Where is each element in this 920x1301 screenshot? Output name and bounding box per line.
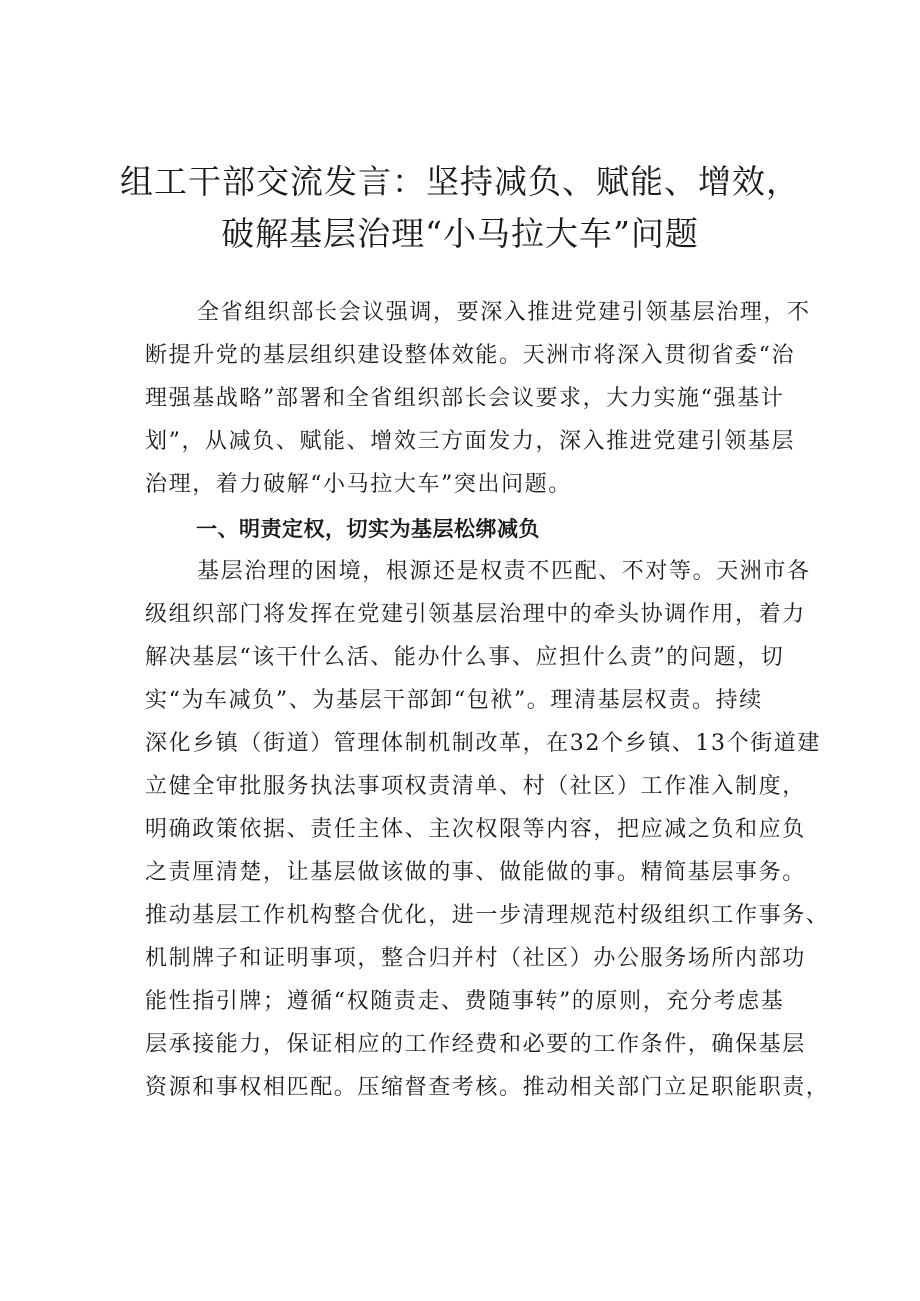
body-line: 推动基层工作机构整合优化，进一步清理规范村级组织工作事务、 bbox=[145, 903, 830, 928]
document-title-line-1: 组工干部交流发言：坚持减负、赋能、增效， bbox=[120, 162, 800, 201]
body-line: 资源和事权相匹配。压缩督查考核。推动相关部门立足职能职责， bbox=[145, 1075, 830, 1100]
body-line: 深化乡镇（街道）管理体制机制改革，在32个乡镇、13个街道建 bbox=[145, 731, 821, 756]
body-line: 机制牌子和证明事项，整合归并村（社区）办公服务场所内部功 bbox=[145, 946, 806, 971]
intro-line: 理强基战略”部署和全省组织部长会议要求，大力实施“强基计 bbox=[145, 386, 785, 411]
body-line: 之责厘清楚，让基层做该做的事、做能做的事。精简基层事务。 bbox=[145, 860, 806, 885]
section-heading: 一、明责定权，切实为基层松绑减负 bbox=[196, 517, 540, 541]
body-line: 层承接能力，保证相应的工作经费和必要的工作条件，确保基层 bbox=[145, 1032, 806, 1057]
body-line: 级组织部门将发挥在党建引领基层治理中的牵头协调作用，着力 bbox=[145, 602, 806, 627]
intro-line: 全省组织部长会议强调，要深入推进党建引领基层治理，不 bbox=[197, 300, 811, 325]
body-line: 解决基层“该干什么活、能办什么事、应担什么责”的问题，切 bbox=[145, 645, 785, 670]
intro-line: 治理，着力破解“小马拉大车”突出问题。 bbox=[145, 472, 572, 497]
intro-line: 划”，从减负、赋能、增效三方面发力，深入推进党建引领基层 bbox=[145, 429, 796, 454]
body-line: 明确政策依据、责任主体、主次权限等内容，把应减之负和应负 bbox=[145, 817, 806, 842]
body-line: 基层治理的困境，根源还是权责不匹配、不对等。天洲市各 bbox=[197, 559, 811, 584]
intro-line: 断提升党的基层组织建设整体效能。天洲市将深入贯彻省委“治 bbox=[145, 343, 796, 368]
body-line: 立健全审批服务执法事项权责清单、村（社区）工作准入制度， bbox=[145, 774, 806, 799]
body-line: 能性指引牌；遵循“权随责走、费随事转”的原则，充分考虑基 bbox=[145, 989, 785, 1014]
body-line: 实“为车减负”、为基层干部卸“包袱”。理清基层权责。持续 bbox=[145, 688, 763, 713]
document-title-line-2: 破解基层治理“小马拉大车”问题 bbox=[221, 214, 699, 253]
